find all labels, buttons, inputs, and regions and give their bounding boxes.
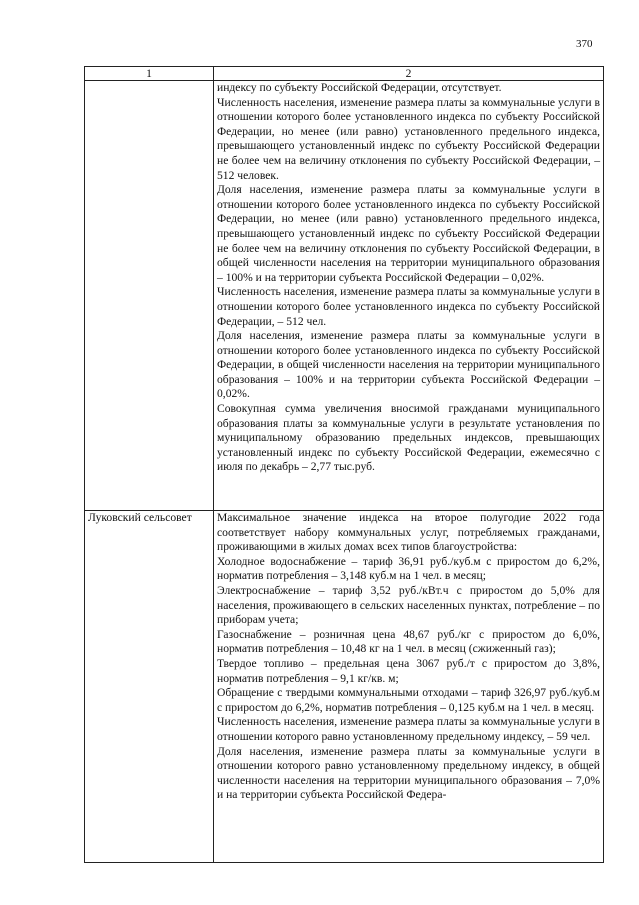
description-cell: [214, 81, 604, 511]
paragraph: Холодное водоснабжение – тариф 36,91 руб./куб.м с приростом до 6,2%, норматив потребления – 3,148 куб.м на 1 чел. в месяц;: [217, 554, 600, 583]
column-header-2: 2: [214, 67, 604, 81]
paragraph: Доля населения, изменение размера платы за коммунальные услуги в отношении которого равно установленному предельному индексу, в общей численности населения на территории муниципального образования – 7,0% и на территории субъекта Российской Федера-: [217, 744, 600, 802]
paragraph: Численность населения, изменение размера платы за коммунальные услуги в отношении которого более установленного индекса по субъекту Российской Федерации, но менее (или равно) установленного предельного индекса, превышающего установленный индекс по субъекту Российской Федерации не более чем на величину отклонения по субъекту Российской Федерации, – 512 человек.: [217, 95, 600, 182]
paragraph: Совокупная сумма увеличения вносимой гражданами муниципального образования платы за коммунальные услуги в результате установления по муниципальному образованию предельных индексов, превышающих установленный индекс по субъекту Российской Федерации, ежемесячно с июля по декабрь – 2,77 тыс.руб.: [217, 402, 600, 474]
table-row: [85, 81, 604, 511]
paragraph: индексу по субъекту Российской Федерации, отсутствует.: [217, 81, 502, 94]
paragraph: Твердое топливо – предельная цена 3067 руб./т с приростом до 3,8%, норматив потребления – 9,1 кг/кв. м;: [217, 656, 600, 685]
page-number: 370: [576, 38, 593, 50]
municipality-cell: Луковский сельсовет: [85, 511, 214, 863]
municipality-cell: [85, 81, 214, 511]
column-header-1: 1: [85, 67, 214, 81]
paragraph: Максимальное значение индекса на второе полугодие 2022 года соответствует набору коммунальных услуг, потребляемых гражданами, проживающими в жилых домах всех типов благоустройства:: [217, 511, 600, 554]
paragraph: Доля населения, изменение размера платы за коммунальные услуги в отношении которого более установленного индекса по субъекту Российской Федерации, в общей численности населения на территории муниципального образования – 100% и на территории субъекта Российской Федерации – 0,02%.: [217, 329, 600, 401]
description-cell: [214, 511, 604, 863]
paragraph: Электроснабжение – тариф 3,52 руб./кВт.ч с приростом до 5,0% для населения, проживающего в сельских населенных пунктах, потребление – по приборам учета;: [217, 583, 600, 627]
paragraph: Доля населения, изменение размера платы за коммунальные услуги в отношении которого более установленного индекса по субъекту Российской Федерации, но менее (или равно) установленного предельного индекса, превышающего установленный индекс по субъекту Российской Федерации не более чем на величину отклонения по субъекту Российской Федерации, в общей численности населения на территории муниципального образования – 100% и на территории субъекта Российской Федерации – 0,02%.: [217, 183, 600, 284]
paragraph: Численность населения, изменение размера платы за коммунальные услуги в отношении которого более установленного индекса по субъекту Российской Федерации, – 512 чел.: [217, 285, 600, 328]
paragraph: Обращение с твердыми коммунальными отходами – тариф 326,97 руб./куб.м с приростом до 6,2%, норматив потребления – 0,125 куб.м на 1 чел. в месяц.: [217, 686, 600, 714]
table-header-row: [85, 67, 604, 81]
table-row: [85, 511, 604, 863]
document-table: [84, 66, 604, 863]
paragraph: Численность населения, изменение размера платы за коммунальные услуги в отношении которого равно установленному предельному индексу, – 59 чел.: [217, 715, 600, 743]
paragraph: Газоснабжение – розничная цена 48,67 руб./кг с приростом до 6,0%, норматив потребления – 10,48 кг на 1 чел. в месяц (сжиженный газ);: [217, 627, 600, 656]
